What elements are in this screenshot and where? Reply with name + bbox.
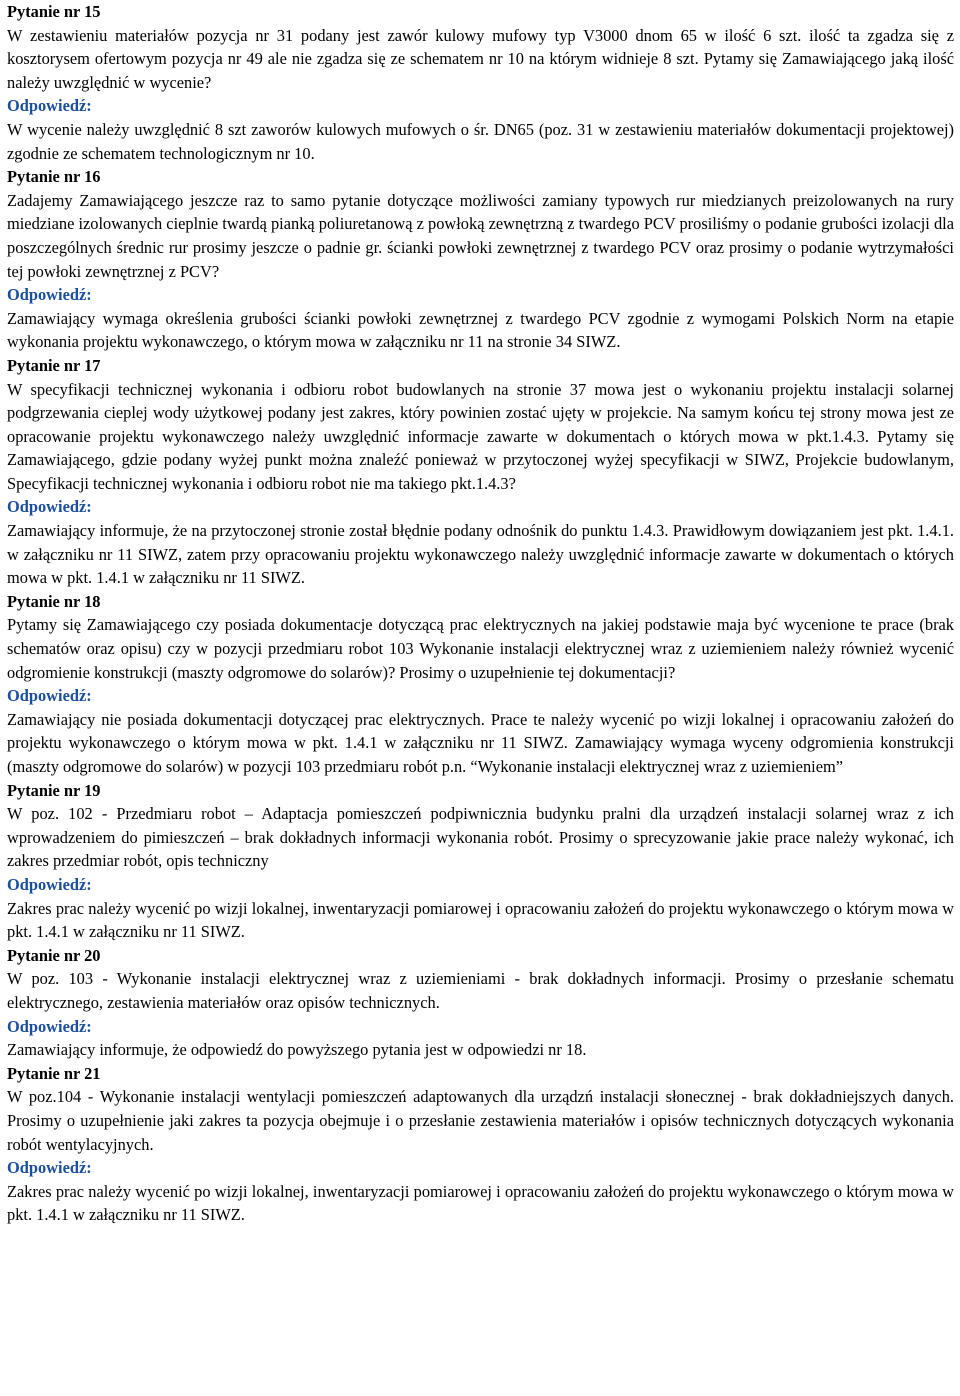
question-text: W poz. 103 - Wykonanie instalacji elektrycznej wraz z uziemieniami - brak dokładnych informacji. Prosimy o przesłanie schematu elektrycznego, zestawienia materiałów oraz opisów technicznych. (7, 969, 954, 1012)
answer-text: Zakres prac należy wycenić po wizji lokalnej, inwentaryzacji pomiarowej i opracowaniu założeń do projektu wykonawczego o którym mowa w pkt. 1.4.1 w załączniku nr 11 SIWZ. (7, 898, 954, 942)
answer-text: Zamawiający informuje, że odpowiedź do powyższego pytania jest w odpowiedzi nr 18. (7, 1040, 587, 1060)
answer-text: Zamawiający wymaga określenia grubości ścianki powłoki zewnętrznej z twardego PCV zgodnie z wymogami Polskich Norm na etapie wykonania projektu wykonawczego, o którym mowa w załączniku nr 11 na stronie 34 SIWZ. (7, 308, 954, 352)
answer-label: Odpowiedź: (7, 497, 92, 517)
answer-text: Zamawiający informuje, że na przytoczonej stronie został błędnie podany odnośnik do punktu 1.4.3. Prawidłowym dowiązaniem jest pkt. 1.4.1. w załączniku nr 11 SIWZ, zatem przy opracowaniu projektu wykonawczego należy uwzględnić informacje zawarte w dokumentach o których mowa w pkt. 1.4.1 w załączniku nr 11 SIWZ. (7, 521, 954, 588)
question-heading: Pytanie nr 17 (7, 355, 101, 375)
answer-text: W wycenie należy uwzględnić 8 szt zaworów kulowych mufowych o śr. DN65 (poz. 31 w zestawieniu materiałów dokumentacji projektowej) zgodnie ze schematem technologicznym nr 10. (7, 119, 954, 163)
answer-label: Odpowiedź: (7, 285, 92, 305)
question-text: W zestawieniu materiałów pozycja nr 31 podany jest zawór kulowy mufowy typ V3000 dnom 65 w ilość 6 szt. ilość ta zgadza się z kosztorysem ofertowym pozycja nr 49 ale nie zgadza się ze schematem nr 10 na którym widnieje 8 szt. Pytamy się Zamawiającego jaką ilość należy uwzględnić w wycenie? (7, 25, 954, 92)
question-text: W poz.104 - Wykonanie instalacji wentylacji pomieszczeń adaptowanych dla urządzń instalacji słonecznej - brak dokładniejszych danych. Prosimy o uzupełnienie jaki zakres ta pozycja obejmuje i o przesłanie zestawienia materiałów i opisów technicznych dotyczących wykonania robót wentylacyjnych. (7, 1087, 954, 1154)
answer-label: Odpowiedź: (7, 1158, 92, 1178)
question-text: W specyfikacji technicznej wykonania i odbioru robot budowlanych na stronie 37 mowa jest o wykonaniu projektu instalacji solarnej podgrzewania cieplej wody użytkowej podany jest zakres, który powinien zostać ujęty w projekcie. Na samym końcu tej strony mowa jest ze opracowanie projektu wykonawczego należy uwzględnić informacje zawarte w dokumentach o których mowa w pkt.1.4.3. Pytamy się Zamawiającego, gdzie podany wyżej punkt można znaleźć ponieważ w przytoczonej wyżej specyfikacji w SIWZ, Projekcie budowlanym, Specyfikacji technicznej wykonania i odbioru robot nie ma takiego pkt.1.4.3? (7, 379, 954, 493)
question-block-15 (7, 0, 954, 165)
question-block-20 (7, 944, 954, 1062)
question-heading: Pytanie nr 19 (7, 780, 101, 800)
answer-label: Odpowiedź: (7, 1016, 92, 1036)
question-block-17 (7, 354, 954, 590)
question-heading: Pytanie nr 21 (7, 1063, 101, 1083)
question-block-18 (7, 590, 954, 779)
question-text: Pytamy się Zamawiającego czy posiada dokumentacje dotyczącą prac elektrycznych na jakiej podstawie maja być wycenione te prace (brak schematów oraz opisu) czy w pozycji przedmiaru robot 103 Wykonanie instalacji elektrycznej wraz z uziemieniem należy również wycenić odgromienie konstrukcji (maszty odgromowe do solarów)? Prosimy o uzupełnienie tej dokumentacji? (7, 615, 954, 682)
answer-label: Odpowiedź: (7, 874, 92, 894)
question-text: Zadajemy Zamawiającego jeszcze raz to samo pytanie dotyczące możliwości zamiany typowych rur miedzianych preizolowanych na rury miedziane izolowanych cieplnie twardą pianką poliuretanową z powłoką zewnętrzną z twardego PCV prosiliśmy o podanie grubości izolacji dla poszczególnych średnic rur prosimy jeszcze o padnie gr. ścianki powłoki zewnętrznej z twardego PCV oraz prosimy o podanie wytrzymałości tej powłoki zewnętrznej z PCV? (7, 190, 954, 281)
question-heading: Pytanie nr 16 (7, 167, 101, 187)
question-block-16 (7, 165, 954, 354)
answer-label: Odpowiedź: (7, 96, 92, 116)
question-block-19 (7, 779, 954, 944)
question-heading: Pytanie nr 20 (7, 945, 101, 965)
question-heading: Pytanie nr 15 (7, 2, 101, 21)
question-heading: Pytanie nr 18 (7, 591, 101, 611)
answer-text: Zamawiający nie posiada dokumentacji dotyczącej prac elektrycznych. Prace te należy wycenić po wizji lokalnej i opracowaniu założeń do projektu wykonawczego o którym mowa w pkt. 1.4.1 w załączniku nr 11 SIWZ. Zamawiający wymaga wyceny odgromienia konstrukcji (maszty odgromowe do solarów) w pozycji 103 przedmiaru robót p.n. “Wykonanie instalacji elektrycznej wraz z uziemieniem” (7, 709, 954, 776)
question-block-21 (7, 1062, 954, 1227)
answer-text: Zakres prac należy wycenić po wizji lokalnej, inwentaryzacji pomiarowej i opracowaniu założeń do projektu wykonawczego o którym mowa w pkt. 1.4.1 w załączniku nr 11 SIWZ. (7, 1181, 954, 1225)
question-text: W poz. 102 - Przedmiaru robot – Adaptacja pomieszczeń podpiwnicznia budynku pralni dla urządzeń instalacji solarnej wraz z ich wprowadzeniem do pimieszczeń – brak dokładnych informacji wykonania robót. Prosimy o sprecyzowanie jakie prace należy wykonać, ich zakres przedmiar robót, opis techniczny (7, 804, 954, 871)
answer-label: Odpowiedź: (7, 686, 92, 706)
